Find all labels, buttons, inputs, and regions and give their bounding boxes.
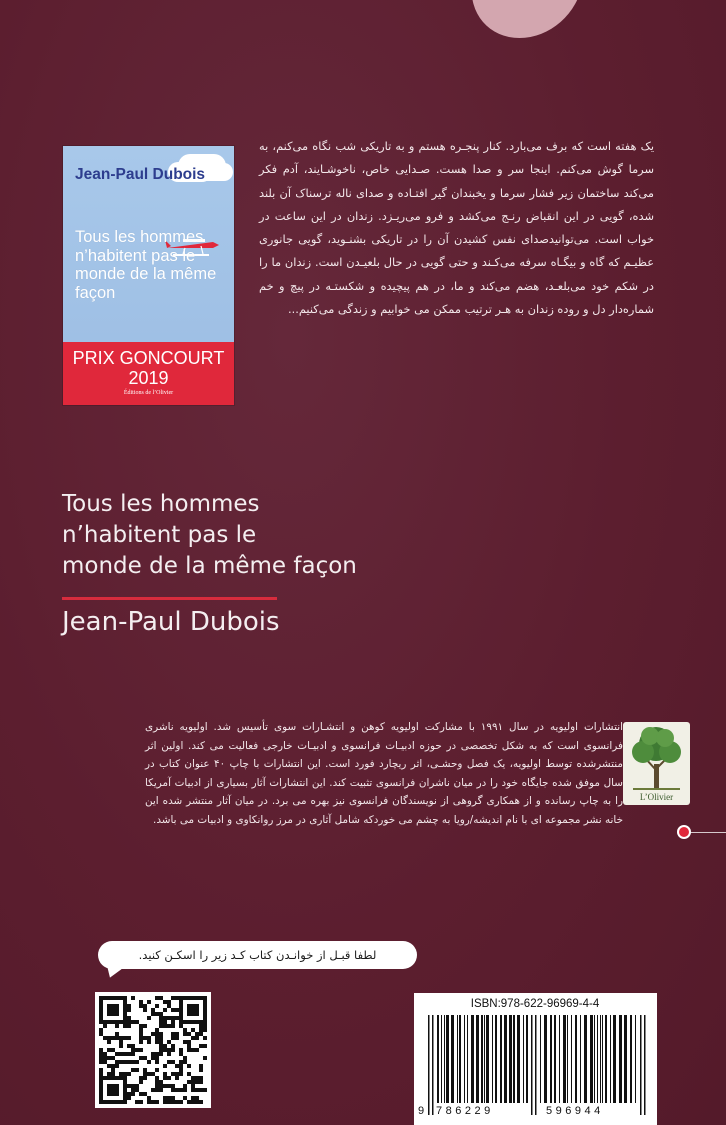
logo-label: L’Olivier — [639, 792, 674, 802]
book-author-name: Jean-Paul Dubois — [62, 607, 280, 637]
prize-banner — [63, 342, 234, 405]
olive-tree-icon — [623, 722, 690, 794]
barcode-digits — [414, 1105, 657, 1123]
publisher-description: انتشارات اولیویه در سال ۱۹۹۱ با مشارکت اولیویه کوهن و انتشـارات سوی تأسیس شد. اولیویه ناشری فرانسوی است که به شکل تخصصی در حوزه ادبیـات فرانسوی و ادبیـات خارجی فعالیت می کند. اولین اثر منتشرشده توسط اولیویه، یک فصل وحشـی، اثر ریچارد فورد است. این انتشارات با چاپ ۴۰ عنوان کتاب در سال موفق شده جایگاه خود را در میان ناشران فرانسوی تثبیت کند. این انتشارات آثار بسیاری از ادبیات آمریکا را به چاپ رسانده و از همکاری گروهی از نویسندگان فرانسوی نیز بهره می برد. در میان آثار منتشر شده این خانه نشر مجموعه ای با نام اندیشه/رویا به چشم می خوردکه شامل آثاری در مرز روانکاوی و ادبیات می باشد. — [145, 721, 623, 826]
title-line: n’habitent pas le — [62, 522, 257, 548]
publisher-logo — [623, 722, 690, 805]
barcode-right-digits: 596944 — [546, 1105, 604, 1117]
barcode-panel — [414, 993, 657, 1125]
prize-label: PRIX GONCOURT — [72, 348, 225, 368]
title-line: monde de la même façon — [62, 553, 357, 579]
decorative-dot — [677, 825, 691, 839]
thumbnail-publisher: Éditions de l’Olivier — [123, 390, 174, 396]
original-cover-thumbnail — [63, 146, 234, 405]
prize-year: 2019 — [128, 368, 169, 388]
thumbnail-author: Jean-Paul Dubois — [75, 166, 206, 183]
scan-prompt-bubble: لطفا قبـل از خوانـدن کتاب کـد زیر را اسکـن کنید. — [98, 941, 417, 969]
thumbnail-title: Tous les hommes n’habitent pas le monde de la même façon — [75, 228, 217, 302]
barcode-left-digits: 786229 — [436, 1105, 494, 1117]
accent-divider — [62, 597, 277, 600]
isbn-text: ISBN:978-622-96969-4-4 — [470, 998, 600, 1010]
barcode-lead-digit: 9 — [418, 1105, 425, 1117]
book-title-french — [62, 489, 462, 582]
book-excerpt: یک هفته است که برف می‌بارد. کنار پنجـره هستم و به تاریکی شب نگاه می‌کنم، به سرما گوش می‌کنم. اینجا سر و صدا هست. صـدایی خاص، ناخوشـایند، آدم فکر می‌کند ساختمان زیر فشار سرما و یخبندان گیر افتـاده و صدای ناله ترسناک آن بلند شده، گویی در این انقباض رنـج می‌کشد و فرو می‌ریـزد. زندان در این ساعت در خواب است. می‌توانیدصدای نفس کشیدن آن را در تاریکی بشنـوید، گویی جانوری عظیـم که گاه و بیگـاه سرفه می‌کـند و حتی گویی در حال بلعیـدن است. زندان ما را در شکم خود می‌بلعـد، هضم می‌کند و ما، در هم پیچیده و شکستـه در پیچ و خم شماره‌دار دل و روده زندان به هـر ترتیب ممکن می خوابیم و زندگی می‌کنیم... — [259, 139, 654, 317]
decorative-line — [690, 832, 726, 833]
qr-pattern — [95, 992, 211, 1108]
title-line: Tous les hommes — [62, 491, 260, 517]
qr-code[interactable] — [95, 992, 211, 1108]
